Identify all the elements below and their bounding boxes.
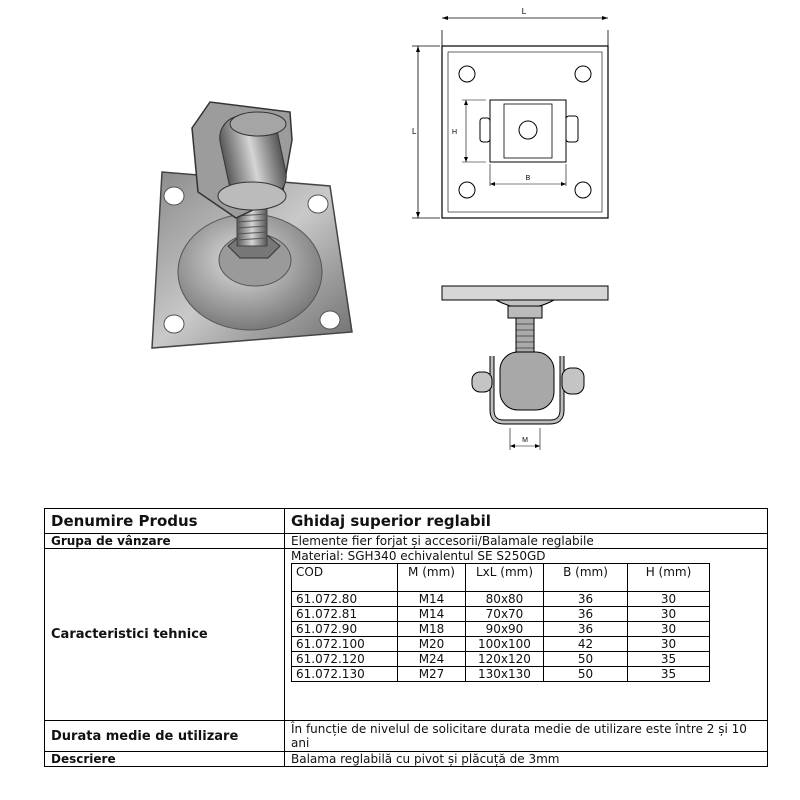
cell-b: 36 <box>544 607 628 622</box>
cell-b: 50 <box>544 652 628 667</box>
cell-cod: 61.072.130 <box>292 667 398 682</box>
cell-h: 30 <box>628 607 710 622</box>
label-sales-group: Grupa de vânzare <box>45 534 285 549</box>
side-view-plate <box>442 286 608 300</box>
row-description <box>45 752 768 767</box>
row-lifetime <box>45 721 768 752</box>
table-row <box>292 592 710 607</box>
dim-M: M <box>522 437 528 444</box>
label-product-name: Denumire Produs <box>45 509 285 534</box>
value-lifetime: În funcție de nivelul de solicitare durata medie de utilizare este între 2 și 10 ani <box>285 721 768 752</box>
table-row <box>292 607 710 622</box>
dim-L-top: L <box>521 7 527 16</box>
cell-cod: 61.072.81 <box>292 607 398 622</box>
table-row <box>292 652 710 667</box>
cell-m: M14 <box>398 592 466 607</box>
col-header-b: B (mm) <box>544 564 628 592</box>
product-spec-table <box>44 508 768 767</box>
product-photo <box>140 100 380 360</box>
row-product-name <box>45 509 768 534</box>
cell-lxl: 70x70 <box>466 607 544 622</box>
row-technical-specs <box>45 549 768 721</box>
row-sales-group <box>45 534 768 549</box>
technical-drawings <box>400 0 630 460</box>
cell-m: M20 <box>398 637 466 652</box>
models-table <box>291 563 710 682</box>
col-header-h: H (mm) <box>628 564 710 592</box>
col-header-m: M (mm) <box>398 564 466 592</box>
cell-h: 30 <box>628 637 710 652</box>
col-header-lxl: LxL (mm) <box>466 564 544 592</box>
value-sales-group: Elemente fier forjat și accesorii/Balamale reglabile <box>285 534 768 549</box>
col-header-cod: COD <box>292 564 398 592</box>
label-description: Descriere <box>45 752 285 767</box>
value-description: Balama reglabilă cu pivot și plăcuță de 3mm <box>285 752 768 767</box>
cell-lxl: 100x100 <box>466 637 544 652</box>
cell-lxl: 130x130 <box>466 667 544 682</box>
cell-cod: 61.072.80 <box>292 592 398 607</box>
cell-b: 36 <box>544 592 628 607</box>
label-technical-specs: Caracteristici tehnice <box>45 549 285 721</box>
cell-m: M24 <box>398 652 466 667</box>
cell-lxl: 120x120 <box>466 652 544 667</box>
cell-b: 50 <box>544 667 628 682</box>
cell-cod: 61.072.120 <box>292 652 398 667</box>
table-row <box>292 622 710 637</box>
models-header-row <box>292 564 710 592</box>
dim-L-side: L <box>412 127 417 136</box>
cell-b: 42 <box>544 637 628 652</box>
table-row <box>292 667 710 682</box>
cell-m: M18 <box>398 622 466 637</box>
dim-B: B <box>525 175 531 182</box>
cell-h: 30 <box>628 592 710 607</box>
cell-h: 30 <box>628 622 710 637</box>
label-lifetime: Durata medie de utilizare <box>45 721 285 752</box>
cell-m: M14 <box>398 607 466 622</box>
cell-m: M27 <box>398 667 466 682</box>
cell-cod: 61.072.90 <box>292 622 398 637</box>
table-row <box>292 637 710 652</box>
technical-specs-cell <box>285 549 768 721</box>
cell-h: 35 <box>628 667 710 682</box>
cell-h: 35 <box>628 652 710 667</box>
cell-b: 36 <box>544 622 628 637</box>
dim-H: H <box>452 129 458 136</box>
cell-lxl: 80x80 <box>466 592 544 607</box>
material-text: Material: SGH340 echivalentul SE S250GD <box>291 549 546 563</box>
value-product-name: Ghidaj superior reglabil <box>285 509 768 534</box>
cell-lxl: 90x90 <box>466 622 544 637</box>
cell-cod: 61.072.100 <box>292 637 398 652</box>
